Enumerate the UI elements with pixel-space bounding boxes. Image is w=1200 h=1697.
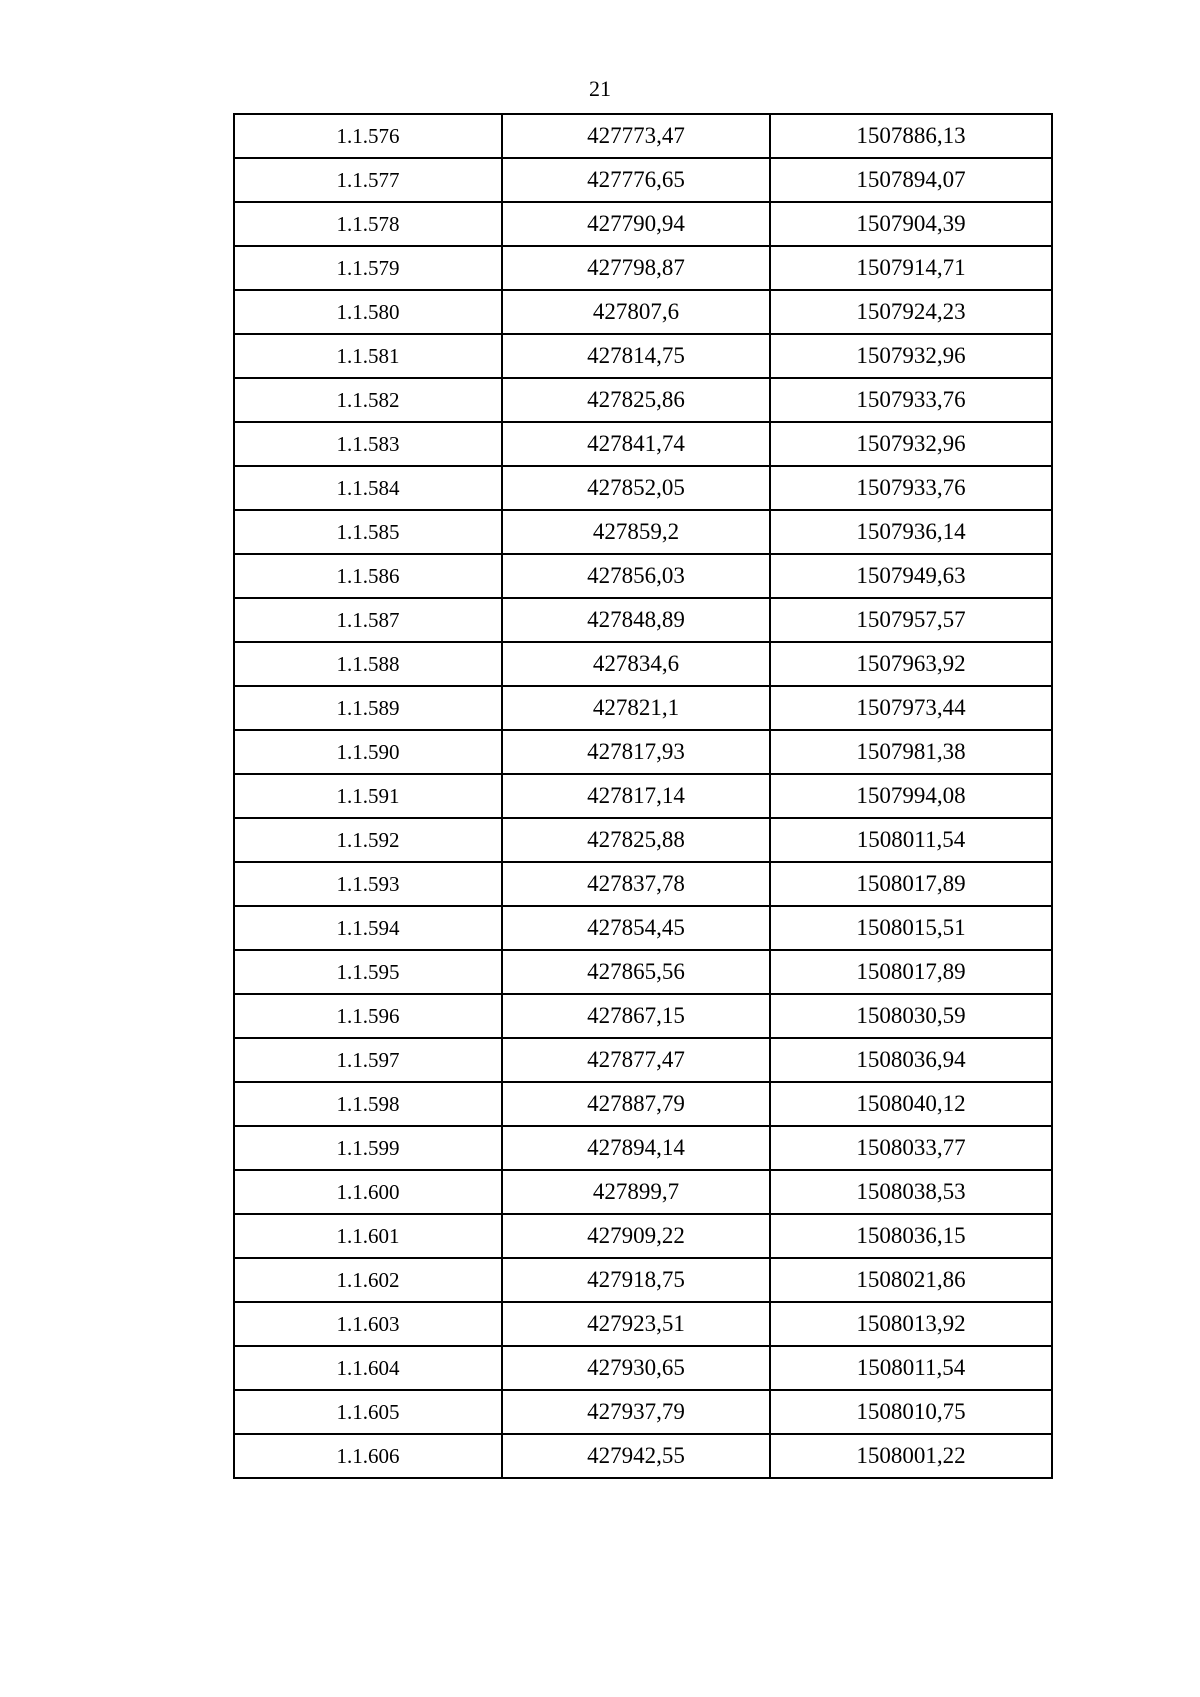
y-coordinate-cell: 1507957,57	[770, 598, 1052, 642]
y-coordinate-cell: 1508038,53	[770, 1170, 1052, 1214]
x-coordinate-cell: 427790,94	[502, 202, 770, 246]
x-coordinate-cell: 427821,1	[502, 686, 770, 730]
y-coordinate-cell: 1508015,51	[770, 906, 1052, 950]
table-row	[234, 114, 1052, 158]
y-coordinate-cell: 1508017,89	[770, 950, 1052, 994]
point-id-cell: 1.1.591	[234, 774, 502, 818]
table-row	[234, 510, 1052, 554]
x-coordinate-cell: 427923,51	[502, 1302, 770, 1346]
table-row	[234, 1170, 1052, 1214]
y-coordinate-cell: 1508001,22	[770, 1434, 1052, 1478]
y-coordinate-cell: 1508013,92	[770, 1302, 1052, 1346]
x-coordinate-cell: 427899,7	[502, 1170, 770, 1214]
x-coordinate-cell: 427817,93	[502, 730, 770, 774]
x-coordinate-cell: 427937,79	[502, 1390, 770, 1434]
point-id-cell: 1.1.597	[234, 1038, 502, 1082]
x-coordinate-cell: 427887,79	[502, 1082, 770, 1126]
table-row	[234, 1082, 1052, 1126]
x-coordinate-cell: 427834,6	[502, 642, 770, 686]
x-coordinate-cell: 427776,65	[502, 158, 770, 202]
x-coordinate-cell: 427909,22	[502, 1214, 770, 1258]
y-coordinate-cell: 1508030,59	[770, 994, 1052, 1038]
x-coordinate-cell: 427856,03	[502, 554, 770, 598]
y-coordinate-cell: 1507932,96	[770, 422, 1052, 466]
table-row	[234, 906, 1052, 950]
point-id-cell: 1.1.576	[234, 114, 502, 158]
y-coordinate-cell: 1508033,77	[770, 1126, 1052, 1170]
coordinates-table-body	[234, 114, 1052, 1478]
x-coordinate-cell: 427837,78	[502, 862, 770, 906]
point-id-cell: 1.1.583	[234, 422, 502, 466]
y-coordinate-cell: 1508010,75	[770, 1390, 1052, 1434]
point-id-cell: 1.1.600	[234, 1170, 502, 1214]
x-coordinate-cell: 427852,05	[502, 466, 770, 510]
x-coordinate-cell: 427848,89	[502, 598, 770, 642]
y-coordinate-cell: 1507963,92	[770, 642, 1052, 686]
table-row	[234, 1258, 1052, 1302]
x-coordinate-cell: 427942,55	[502, 1434, 770, 1478]
point-id-cell: 1.1.582	[234, 378, 502, 422]
y-coordinate-cell: 1508011,54	[770, 1346, 1052, 1390]
table-row	[234, 1390, 1052, 1434]
y-coordinate-cell: 1508011,54	[770, 818, 1052, 862]
table-row	[234, 202, 1052, 246]
y-coordinate-cell: 1507981,38	[770, 730, 1052, 774]
table-row	[234, 686, 1052, 730]
point-id-cell: 1.1.580	[234, 290, 502, 334]
page-number: 21	[589, 76, 611, 101]
y-coordinate-cell: 1507949,63	[770, 554, 1052, 598]
table-row	[234, 818, 1052, 862]
table-row	[234, 422, 1052, 466]
table-row	[234, 642, 1052, 686]
x-coordinate-cell: 427894,14	[502, 1126, 770, 1170]
y-coordinate-cell: 1507914,71	[770, 246, 1052, 290]
point-id-cell: 1.1.589	[234, 686, 502, 730]
y-coordinate-cell: 1507936,14	[770, 510, 1052, 554]
table-row	[234, 1302, 1052, 1346]
table-row	[234, 774, 1052, 818]
table-row	[234, 466, 1052, 510]
y-coordinate-cell: 1507973,44	[770, 686, 1052, 730]
coordinates-table	[233, 113, 1053, 1479]
y-coordinate-cell: 1508017,89	[770, 862, 1052, 906]
y-coordinate-cell: 1508036,15	[770, 1214, 1052, 1258]
point-id-cell: 1.1.581	[234, 334, 502, 378]
x-coordinate-cell: 427825,86	[502, 378, 770, 422]
x-coordinate-cell: 427841,74	[502, 422, 770, 466]
y-coordinate-cell: 1507924,23	[770, 290, 1052, 334]
point-id-cell: 1.1.592	[234, 818, 502, 862]
point-id-cell: 1.1.594	[234, 906, 502, 950]
x-coordinate-cell: 427798,87	[502, 246, 770, 290]
y-coordinate-cell: 1507894,07	[770, 158, 1052, 202]
x-coordinate-cell: 427773,47	[502, 114, 770, 158]
x-coordinate-cell: 427859,2	[502, 510, 770, 554]
x-coordinate-cell: 427877,47	[502, 1038, 770, 1082]
table-row	[234, 994, 1052, 1038]
point-id-cell: 1.1.595	[234, 950, 502, 994]
table-row	[234, 158, 1052, 202]
table-row	[234, 1346, 1052, 1390]
x-coordinate-cell: 427825,88	[502, 818, 770, 862]
point-id-cell: 1.1.585	[234, 510, 502, 554]
table-row	[234, 334, 1052, 378]
point-id-cell: 1.1.603	[234, 1302, 502, 1346]
y-coordinate-cell: 1507933,76	[770, 378, 1052, 422]
point-id-cell: 1.1.586	[234, 554, 502, 598]
point-id-cell: 1.1.578	[234, 202, 502, 246]
table-row	[234, 1214, 1052, 1258]
table-row	[234, 862, 1052, 906]
table-row	[234, 1434, 1052, 1478]
point-id-cell: 1.1.605	[234, 1390, 502, 1434]
point-id-cell: 1.1.579	[234, 246, 502, 290]
table-row	[234, 950, 1052, 994]
x-coordinate-cell: 427867,15	[502, 994, 770, 1038]
y-coordinate-cell: 1507994,08	[770, 774, 1052, 818]
x-coordinate-cell: 427807,6	[502, 290, 770, 334]
point-id-cell: 1.1.604	[234, 1346, 502, 1390]
point-id-cell: 1.1.606	[234, 1434, 502, 1478]
point-id-cell: 1.1.577	[234, 158, 502, 202]
y-coordinate-cell: 1507932,96	[770, 334, 1052, 378]
point-id-cell: 1.1.599	[234, 1126, 502, 1170]
x-coordinate-cell: 427814,75	[502, 334, 770, 378]
table-row	[234, 290, 1052, 334]
table-row	[234, 378, 1052, 422]
point-id-cell: 1.1.584	[234, 466, 502, 510]
y-coordinate-cell: 1507886,13	[770, 114, 1052, 158]
table-row	[234, 554, 1052, 598]
y-coordinate-cell: 1508036,94	[770, 1038, 1052, 1082]
table-row	[234, 598, 1052, 642]
point-id-cell: 1.1.588	[234, 642, 502, 686]
table-row	[234, 730, 1052, 774]
x-coordinate-cell: 427930,65	[502, 1346, 770, 1390]
point-id-cell: 1.1.587	[234, 598, 502, 642]
point-id-cell: 1.1.590	[234, 730, 502, 774]
point-id-cell: 1.1.596	[234, 994, 502, 1038]
x-coordinate-cell: 427865,56	[502, 950, 770, 994]
table-row	[234, 1038, 1052, 1082]
y-coordinate-cell: 1507933,76	[770, 466, 1052, 510]
point-id-cell: 1.1.601	[234, 1214, 502, 1258]
table-row	[234, 1126, 1052, 1170]
x-coordinate-cell: 427918,75	[502, 1258, 770, 1302]
y-coordinate-cell: 1507904,39	[770, 202, 1052, 246]
y-coordinate-cell: 1508040,12	[770, 1082, 1052, 1126]
point-id-cell: 1.1.602	[234, 1258, 502, 1302]
x-coordinate-cell: 427854,45	[502, 906, 770, 950]
table-row	[234, 246, 1052, 290]
point-id-cell: 1.1.598	[234, 1082, 502, 1126]
y-coordinate-cell: 1508021,86	[770, 1258, 1052, 1302]
x-coordinate-cell: 427817,14	[502, 774, 770, 818]
point-id-cell: 1.1.593	[234, 862, 502, 906]
